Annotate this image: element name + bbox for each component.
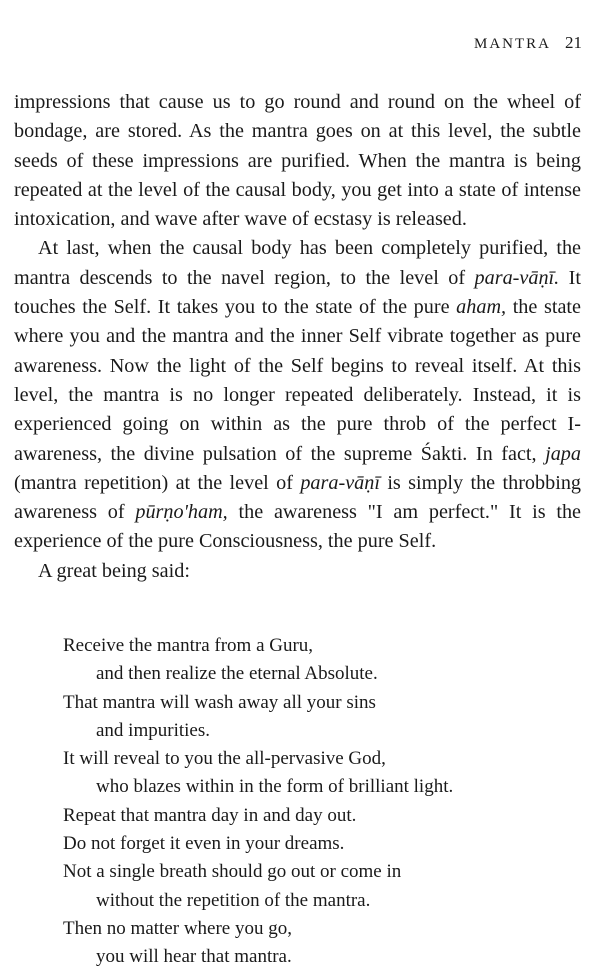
verse-line: Repeat that mantra day in and day out. <box>63 804 357 826</box>
verse-line: you will hear that mantra. <box>96 946 292 968</box>
italic-para-vani-1: para-vāṇī. <box>474 266 560 289</box>
paragraph-2-text-5: is simply the throbbing awareness of <box>14 471 582 524</box>
verse-line: That mantra will wash away all your sins <box>63 691 376 713</box>
running-header <box>474 33 582 53</box>
paragraph-3: A great being said: <box>38 559 190 582</box>
page-number: 21 <box>565 33 582 52</box>
verse-line: and impurities. <box>96 719 210 741</box>
italic-japa: japa <box>545 442 581 465</box>
body-text <box>14 88 581 586</box>
paragraph-2-text-2: It touches the Self. It takes you to the state of the pure <box>14 266 581 319</box>
verse-line: Do not forget it even in your dreams. <box>63 833 345 855</box>
verse-line: and then realize the eternal Absolute. <box>96 663 378 685</box>
verse-line: Then no matter where you go, <box>63 917 292 939</box>
verse-line: It will reveal to you the all-pervasive God, <box>63 748 386 770</box>
verse-line: Not a single breath should go out or come in <box>63 861 402 883</box>
italic-aham: aham, <box>456 296 507 319</box>
verse-line: who blazes within in the form of brilliant light. <box>96 776 454 798</box>
verse-block <box>63 632 453 972</box>
paragraph-2-text-6: the awareness "I am perfect." It is the experience of the pure Consciousness, the pure Self. <box>14 501 582 553</box>
paragraph-2-text-4: (mantra repetition) at the level of <box>14 471 301 494</box>
verse-line: without the repetition of the mantra. <box>96 889 371 911</box>
paragraph-2-text-1: At last, when the causal body has been completely purified, the mantra descends to the navel region, to the level of <box>14 237 581 289</box>
verse-line: Receive the mantra from a Guru, <box>63 635 314 656</box>
paragraph-1: impressions that cause us to go round and round on the wheel of bondage, are stored. As the mantra goes on at this level, the subtle seeds of these impressions are purified. When the mantra is being repeated at the level of the causal body, you get into a state of intense intoxication, and wave after wave of ecstasy is released. <box>14 91 581 231</box>
italic-purnoham: pūrṇo'ham, <box>135 501 228 524</box>
paragraph-2 <box>14 234 581 556</box>
paragraph-2-text-3: the state where you and the mantra and the inner Self vibrate together as pure awareness. Now the light of the Self begins to reveal itself. At this level, the mantra is no longer repeated deliberately. Instead, it is experienced going on within as the pure throb of the perfect I-awareness, the divine pulsation of the supreme Śakti. In fact, <box>14 296 581 465</box>
italic-para-vani-2: para-vāṇī <box>300 471 380 494</box>
running-title: MANTRA <box>473 36 551 52</box>
